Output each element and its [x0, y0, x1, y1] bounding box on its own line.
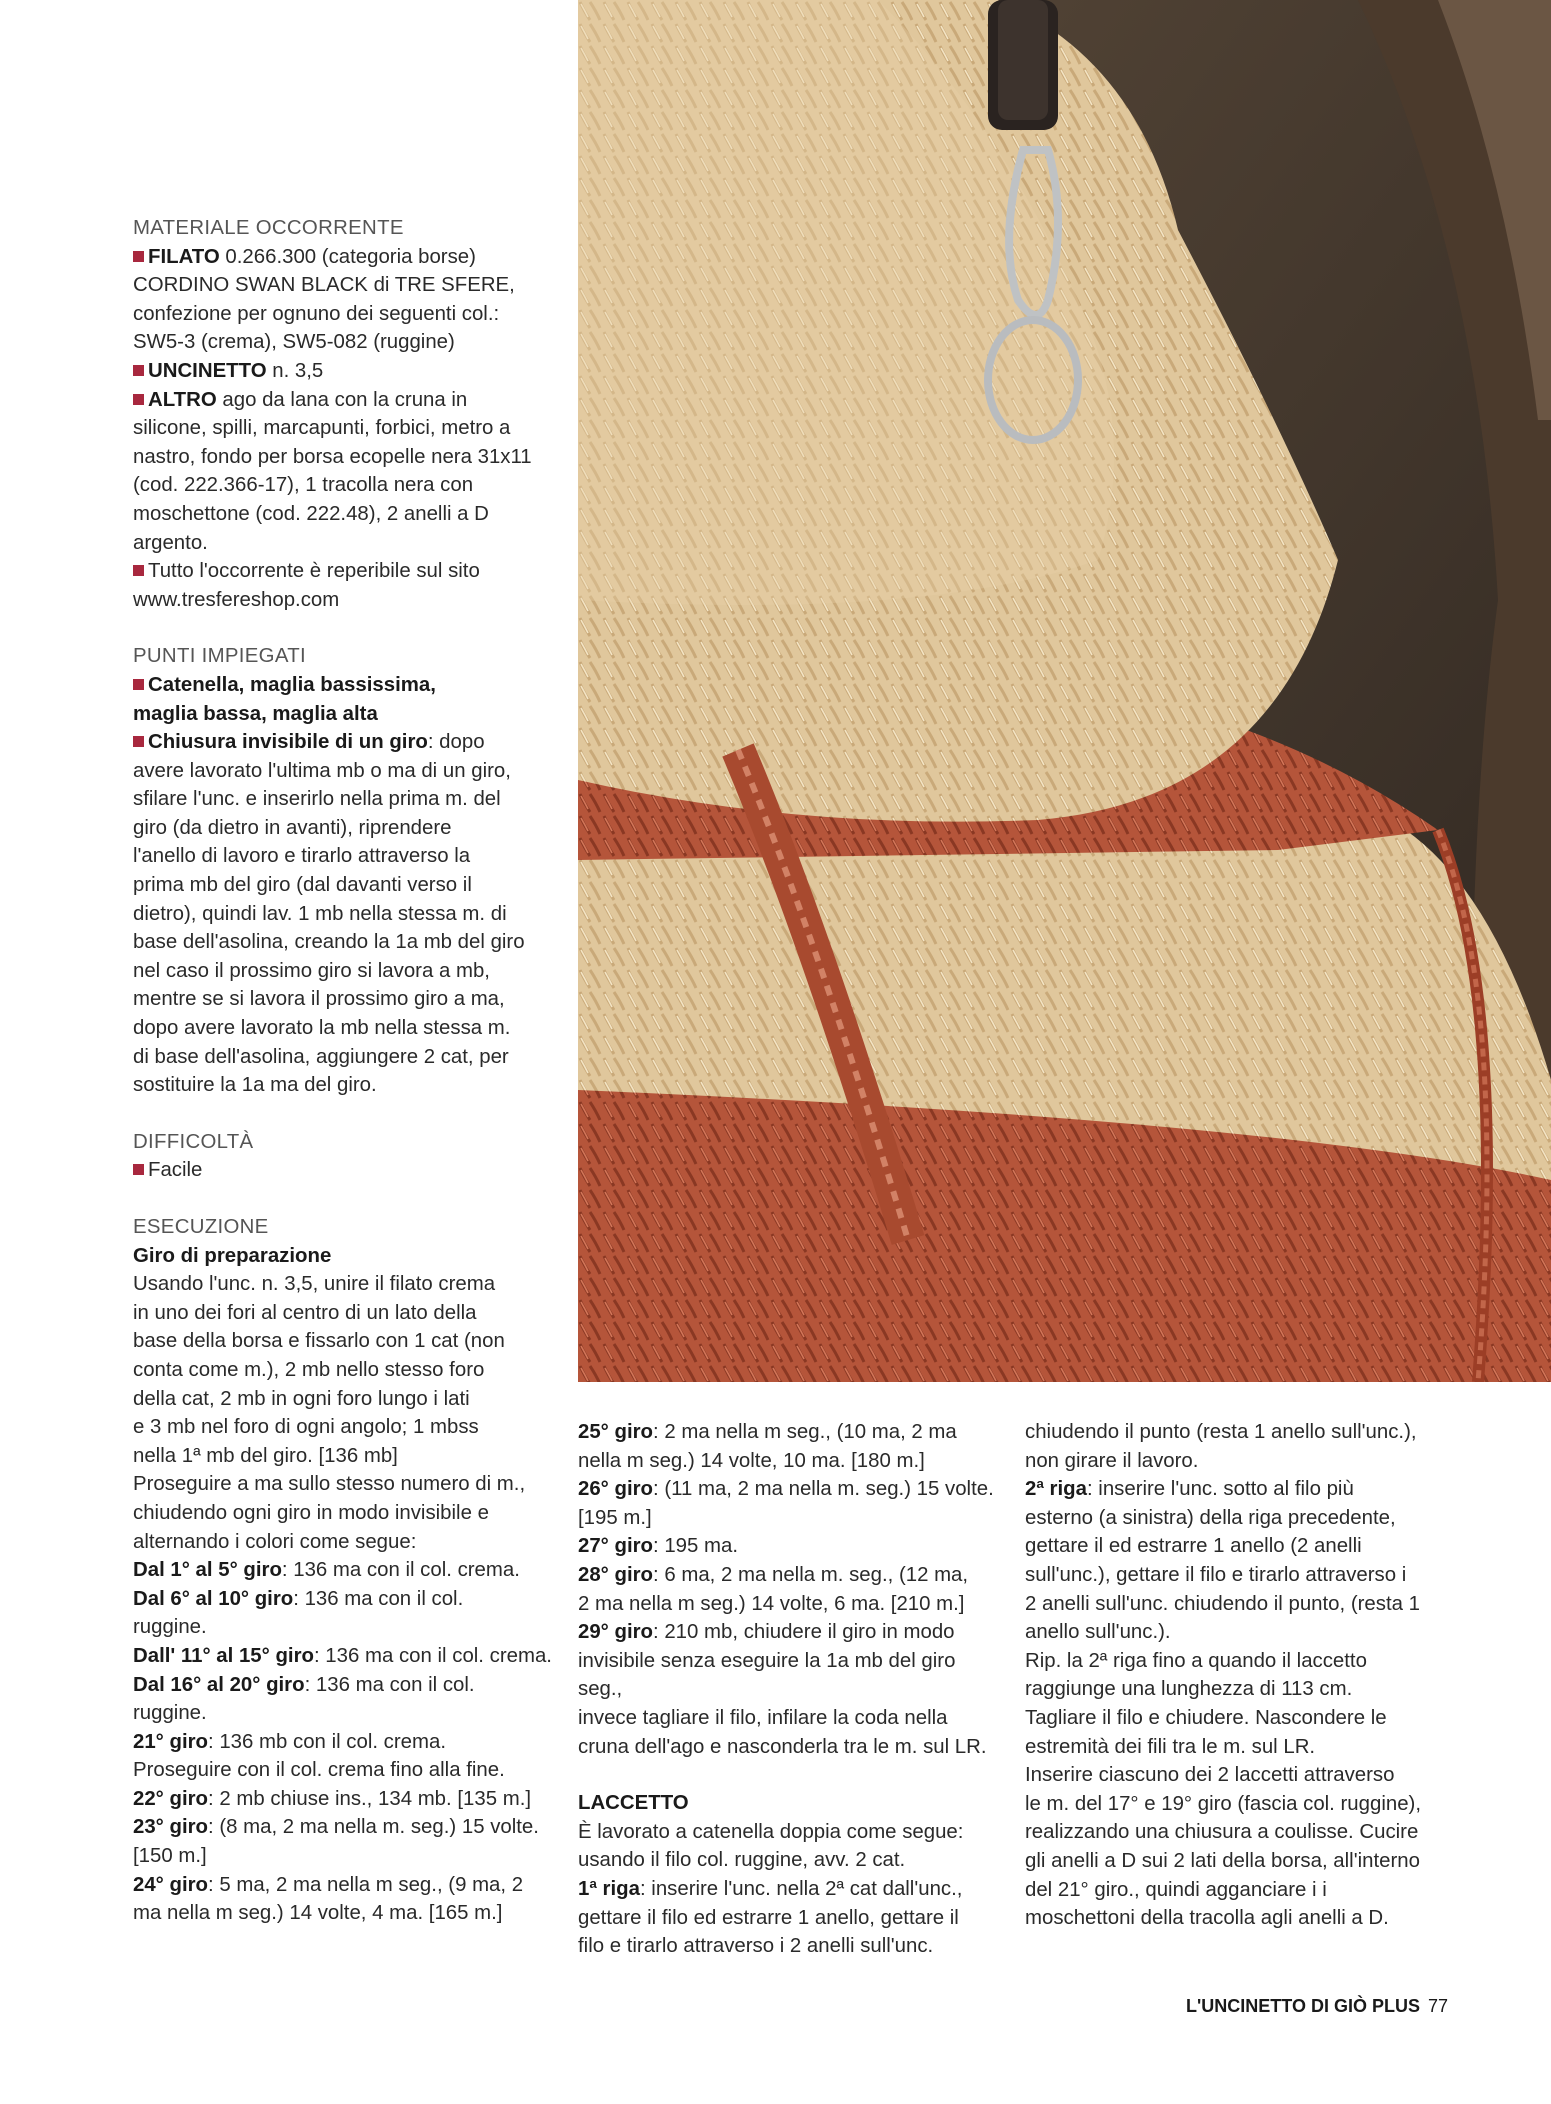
chiusura-line: dopo avere lavorato la mb nella stessa m. [133, 1017, 511, 1040]
left-column [133, 214, 553, 1928]
instruction-row: 23° giro: (8 ma, 2 ma nella m. seg.) 15 volte. [133, 1816, 539, 1839]
instruction-row-label: 26° giro [578, 1478, 654, 1501]
materiale-heading: MATERIALE OCCORRENTE [133, 217, 404, 239]
bullet-square-icon [133, 565, 144, 576]
instruction-row-label: Dal 6° al 10° giro [133, 1587, 294, 1610]
bullet-square-icon [133, 394, 144, 405]
giro-prep-line: chiudendo ogni giro in modo invisibile e [133, 1501, 489, 1524]
giro-prep-title: Giro di preparazione [133, 1244, 332, 1267]
instruction-row: sull'unc.), gettare il filo e tirarlo attraverso i [1025, 1563, 1407, 1586]
instruction-row: estremità dei fili tra le m. sul LR. [1025, 1735, 1316, 1758]
instruction-row-label: Dall' 11° al 15° giro [133, 1644, 314, 1667]
instruction-row-label: Dal 16° al 20° giro [133, 1673, 305, 1696]
bullet-square-icon [133, 736, 144, 747]
instruction-row: invece tagliare il filo, infilare la coda nella [578, 1706, 948, 1729]
filato-line: confezione per ognuno dei seguenti col.: [133, 302, 500, 325]
punti-line: Catenella, maglia bassissima, [133, 671, 553, 700]
giro-prep-line: della cat, 2 mb in ogni foro lungo i lati [133, 1387, 470, 1410]
giro-prep-line: in uno dei fori al centro di un lato della [133, 1301, 477, 1324]
middle-column [578, 1418, 998, 1961]
instruction-row: Dall' 11° al 15° giro: 136 ma con il col. crema. [133, 1644, 552, 1667]
instruction-row: 24° giro: 5 ma, 2 ma nella m seg., (9 ma, 2 [133, 1873, 524, 1896]
tutto-line: Tutto l'occorrente è reperibile sul sito [133, 557, 553, 586]
instruction-row: non girare il lavoro. [1025, 1449, 1199, 1472]
instruction-row-label: 27° giro [578, 1535, 654, 1558]
giro-prep-line: base della borsa e fissarlo con 1 cat (non [133, 1330, 505, 1353]
bullet-square-icon [133, 679, 144, 690]
punti-line: maglia bassa, maglia alta [133, 702, 378, 725]
laccetto-rows [578, 1818, 998, 1961]
instruction-row: [150 m.] [133, 1845, 207, 1868]
filato-line: CORDINO SWAN BLACK di TRE SFERE, [133, 274, 515, 297]
instruction-row: 27° giro: 195 ma. [578, 1535, 739, 1558]
chiusura-line: l'anello di lavoro e tirarlo attraverso la [133, 845, 471, 868]
filato-line: FILATO 0.266.300 (categoria borse) [133, 243, 553, 272]
instruction-row: raggiunge una lunghezza di 113 cm. [1025, 1678, 1353, 1701]
chiusura-line: sostituire la 1a ma del giro. [133, 1074, 377, 1097]
instruction-row: Tagliare il filo e chiudere. Nascondere le [1025, 1706, 1387, 1729]
chiusura-paragraph [133, 728, 553, 1100]
middle-rows [578, 1418, 998, 1761]
giro-prep-line: e 3 mb nel foro di ogni angolo; 1 mbss [133, 1416, 479, 1439]
instruction-row-label: 23° giro [133, 1816, 209, 1839]
right-rows [1025, 1418, 1445, 1933]
bullet-square-icon [133, 251, 144, 262]
instruction-row: Dal 6° al 10° giro: 136 ma con il col. [133, 1587, 464, 1610]
chiusura-line: giro (da dietro in avanti), riprendere [133, 816, 452, 839]
instruction-row: 2 anelli sull'unc. chiudendo il punto, (resta 1 [1025, 1592, 1420, 1615]
instruction-row: 2ª riga: inserire l'unc. sotto al filo più [1025, 1478, 1354, 1501]
instruction-row: le m. del 17° e 19° giro (fascia col. ruggine), [1025, 1792, 1421, 1815]
chiusura-line: nel caso il prossimo giro si lavora a mb, [133, 959, 490, 982]
instruction-row: Rip. la 2ª riga fino a quando il laccetto [1025, 1649, 1367, 1672]
giro-prep-line: alternando i colori come segue: [133, 1530, 417, 1553]
instruction-row: gettare il ed estrarre 1 anello (2 anelli [1025, 1535, 1362, 1558]
altro-line: nastro, fondo per borsa ecopelle nera 31x11 [133, 445, 532, 468]
giro-prep-paragraph [133, 1270, 553, 1556]
chiusura-line: mentre se si lavora il prossimo giro a ma, [133, 988, 505, 1011]
laccetto-row: 1ª riga: inserire l'unc. nella 2ª cat dall'unc., [578, 1877, 963, 1900]
altro-line: argento. [133, 531, 208, 554]
giro-prep-line: conta come m.), 2 mb nello stesso foro [133, 1358, 485, 1381]
instruction-row: 22° giro: 2 mb chiuse ins., 134 mb. [135 m.] [133, 1787, 532, 1810]
instruction-row: chiudendo il punto (resta 1 anello sull'unc.), [1025, 1421, 1417, 1443]
instruction-row: cruna dell'ago e nasconderla tra le m. sul LR. [578, 1735, 987, 1758]
instruction-row: 26° giro: (11 ma, 2 ma nella m. seg.) 15 volte. [578, 1478, 994, 1501]
instruction-row-label: 28° giro [578, 1563, 654, 1586]
chiusura-line: base dell'asolina, creando la 1a mb del giro [133, 931, 525, 954]
laccetto-row: usando il filo col. ruggine, avv. 2 cat. [578, 1849, 906, 1872]
chiusura-line: sfilare l'unc. e inserirlo nella prima m. del [133, 788, 501, 811]
difficolta-heading: DIFFICOLTÀ [133, 1130, 254, 1153]
giro-prep-line: Usando l'unc. n. 3,5, unire il filato crema [133, 1273, 496, 1296]
altro-line: silicone, spilli, marcapunti, forbici, metro a [133, 417, 511, 440]
instruction-row: invisibile senza eseguire la 1a mb del giro seg., [578, 1649, 956, 1701]
instruction-row: [195 m.] [578, 1506, 652, 1529]
instruction-row-label: 22° giro [133, 1787, 209, 1810]
laccetto-row: gettare il filo ed estrarre 1 anello, gettare il [578, 1906, 959, 1929]
chiusura-line: di base dell'asolina, aggiungere 2 cat, per [133, 1045, 509, 1068]
laccetto-row: filo e tirarlo attraverso i 2 anelli sull'unc. [578, 1935, 934, 1958]
chiusura-line: dietro), quindi lav. 1 mb nella stessa m. di [133, 902, 507, 925]
difficolta-value: Facile [133, 1156, 553, 1185]
instruction-row: moschettoni della tracolla agli anelli a D. [1025, 1907, 1389, 1930]
laccetto-row-label: 1ª riga [578, 1877, 640, 1900]
magazine-name: L'UNCINETTO DI GIÒ PLUS [1186, 1996, 1420, 2016]
bullet-square-icon [133, 1164, 144, 1175]
instruction-row-label: 2ª riga [1025, 1478, 1087, 1501]
instruction-row: ruggine. [133, 1616, 207, 1639]
instruction-row-label: 24° giro [133, 1873, 209, 1896]
left-rows [133, 1556, 553, 1928]
instruction-row: realizzando una chiusura a coulisse. Cucire [1025, 1821, 1419, 1844]
instruction-row: 2 ma nella m seg.) 14 volte, 6 ma. [210 m.] [578, 1592, 965, 1615]
instruction-row: Dal 16° al 20° giro: 136 ma con il col. [133, 1673, 475, 1696]
giro-prep-line: nella 1ª mb del giro. [136 mb] [133, 1444, 398, 1467]
punti-heading: PUNTI IMPIEGATI [133, 645, 306, 668]
instruction-row: Proseguire con il col. crema fino alla fine. [133, 1759, 505, 1782]
instruction-row: esterno (a sinistra) della riga precedente, [1025, 1506, 1396, 1529]
instruction-row: 28° giro: 6 ma, 2 ma nella m. seg., (12 ma, [578, 1563, 969, 1586]
altro-line: (cod. 222.366-17), 1 tracolla nera con [133, 474, 474, 497]
instruction-row: 25° giro: 2 ma nella m seg., (10 ma, 2 ma [578, 1421, 957, 1443]
instruction-row-label: 21° giro [133, 1730, 209, 1753]
laccetto-title: LACCETTO [578, 1792, 689, 1815]
chiusura-line: avere lavorato l'ultima mb o ma di un giro, [133, 759, 511, 782]
instruction-row: ma nella m seg.) 14 volte, 4 ma. [165 m.] [133, 1902, 503, 1925]
filato-line: SW5-3 (crema), SW5-082 (ruggine) [133, 331, 455, 354]
bullet-square-icon [133, 365, 144, 376]
esecuzione-heading: ESECUZIONE [133, 1216, 269, 1238]
instruction-row: nella m seg.) 14 volte, 10 ma. [180 m.] [578, 1449, 925, 1472]
instruction-row-label: 29° giro [578, 1621, 654, 1644]
website-link[interactable]: www.tresfereshop.com [133, 588, 340, 611]
instruction-row: 21° giro: 136 mb con il col. crema. [133, 1730, 447, 1753]
instruction-row: ruggine. [133, 1702, 207, 1725]
instruction-row-label: 25° giro [578, 1421, 654, 1443]
instruction-row: anello sull'unc.). [1025, 1621, 1171, 1644]
altro-line: moschettone (cod. 222.48), 2 anelli a D [133, 502, 489, 525]
page-number: 77 [1427, 1996, 1448, 2016]
page-footer [1186, 1996, 1448, 2017]
laccetto-row: È lavorato a catenella doppia come segue: [578, 1820, 964, 1843]
altro-line: ALTRO ago da lana con la cruna in [133, 386, 553, 415]
right-column [1025, 1418, 1445, 1933]
uncinetto-line: UNCINETTO n. 3,5 [133, 357, 553, 386]
instruction-row: 29° giro: 210 mb, chiudere il giro in modo [578, 1621, 955, 1644]
instruction-row: gli anelli a D sui 2 lati della borsa, all'interno [1025, 1849, 1420, 1872]
crochet-bag-photo [578, 0, 1551, 1382]
giro-prep-line: Proseguire a ma sullo stesso numero di m., [133, 1473, 526, 1496]
chiusura-line: Chiusura invisibile di un giro: dopo [133, 728, 553, 757]
instruction-row: Dal 1° al 5° giro: 136 ma con il col. crema. [133, 1559, 520, 1582]
instruction-row: Inserire ciascuno dei 2 laccetti attraverso [1025, 1764, 1395, 1787]
chiusura-line: prima mb del giro (dal davanti verso il [133, 874, 472, 897]
instruction-row-label: Dal 1° al 5° giro [133, 1559, 282, 1582]
instruction-row: del 21° giro., quindi agganciare i i [1025, 1878, 1327, 1901]
